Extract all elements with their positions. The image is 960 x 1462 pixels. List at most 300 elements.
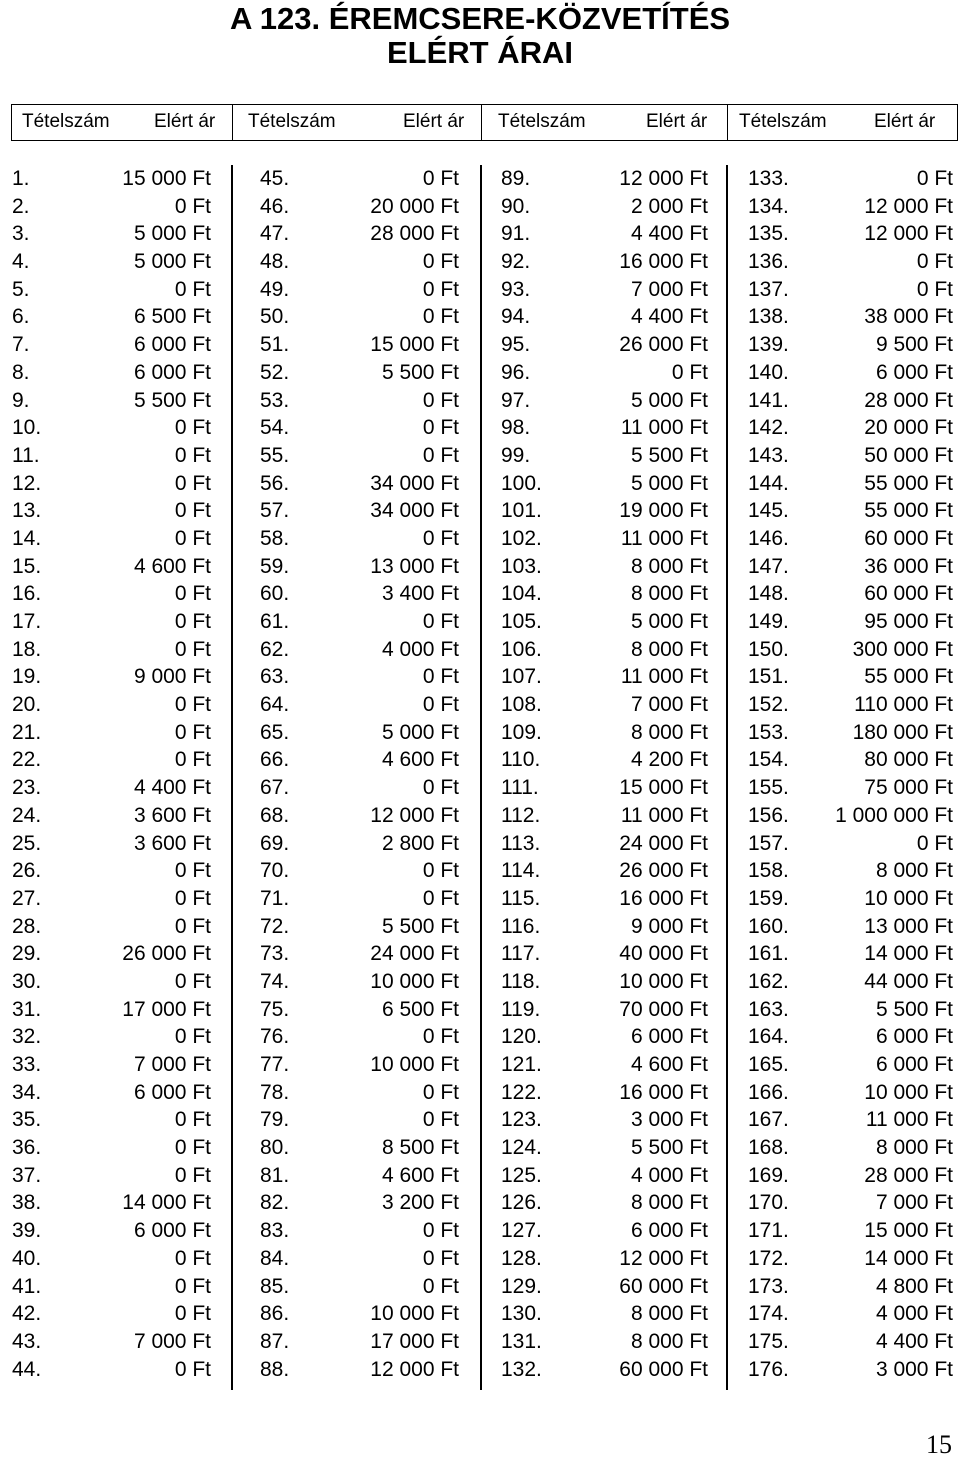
table-row <box>501 996 708 1024</box>
table-row <box>501 830 708 858</box>
achieved-price: 0 Ft <box>422 526 459 550</box>
item-number: 85. <box>260 1274 290 1298</box>
achieved-price: 70 000 Ft <box>619 997 708 1021</box>
table-row <box>501 774 708 802</box>
table-row <box>748 276 953 304</box>
header-price-label: Elért ár <box>403 111 465 132</box>
table-row <box>260 470 459 498</box>
table-row <box>260 580 459 608</box>
item-number: 20. <box>12 693 42 717</box>
table-row <box>12 968 211 996</box>
table-row <box>748 968 953 996</box>
table-row <box>501 525 708 553</box>
achieved-price: 5 500 Ft <box>630 1136 708 1160</box>
achieved-price: 0 Ft <box>422 388 459 412</box>
achieved-price: 15 000 Ft <box>122 167 211 190</box>
item-number: 106. <box>501 637 542 661</box>
achieved-price: 10 000 Ft <box>370 969 459 993</box>
table-row <box>748 913 953 941</box>
item-number: 157. <box>748 831 789 855</box>
table-row <box>260 1328 459 1356</box>
table-row <box>12 1106 211 1134</box>
table-row <box>501 885 708 913</box>
achieved-price: 5 000 Ft <box>630 471 708 495</box>
achieved-price: 0 Ft <box>174 969 211 993</box>
item-number: 86. <box>260 1302 290 1326</box>
achieved-price: 60 000 Ft <box>619 1274 708 1298</box>
header-divider <box>727 105 728 140</box>
achieved-price: 0 Ft <box>174 1108 211 1132</box>
item-number: 56. <box>260 471 290 495</box>
achieved-price: 6 000 Ft <box>875 1025 953 1049</box>
achieved-price: 24 000 Ft <box>370 942 459 966</box>
achieved-price: 12 000 Ft <box>864 194 953 218</box>
achieved-price: 0 Ft <box>174 277 211 301</box>
achieved-price: 16 000 Ft <box>619 250 708 274</box>
table-row <box>501 1356 708 1384</box>
table-row <box>748 830 953 858</box>
table-row <box>260 553 459 581</box>
achieved-price: 4 600 Ft <box>630 1053 708 1076</box>
item-number: 94. <box>501 305 531 329</box>
achieved-price: 40 000 Ft <box>619 942 708 966</box>
achieved-price: 0 Ft <box>916 167 953 190</box>
achieved-price: 6 500 Ft <box>381 997 459 1021</box>
achieved-price: 0 Ft <box>174 748 211 772</box>
table-header <box>11 104 958 141</box>
achieved-price: 17 000 Ft <box>370 1329 459 1353</box>
table-row <box>260 1273 459 1301</box>
table-row <box>12 1356 211 1384</box>
achieved-price: 0 Ft <box>422 250 459 274</box>
table-row <box>748 359 953 387</box>
item-number: 147. <box>748 554 789 578</box>
item-number: 166. <box>748 1080 789 1104</box>
item-number: 172. <box>748 1246 789 1270</box>
table-row <box>260 719 459 747</box>
achieved-price: 0 Ft <box>174 1246 211 1270</box>
table-row <box>501 857 708 885</box>
achieved-price: 6 500 Ft <box>133 305 211 329</box>
table-row <box>748 1079 953 1107</box>
item-number: 162. <box>748 969 789 993</box>
table-row <box>748 1106 953 1134</box>
achieved-price: 17 000 Ft <box>122 997 211 1021</box>
item-number: 99. <box>501 443 531 467</box>
table-row <box>12 691 211 719</box>
achieved-price: 10 000 Ft <box>619 969 708 993</box>
item-number: 133. <box>748 167 789 190</box>
table-row <box>12 276 211 304</box>
achieved-price: 0 Ft <box>174 1274 211 1298</box>
item-number: 4. <box>12 250 30 274</box>
achieved-price: 6 000 Ft <box>133 1219 211 1243</box>
table-row <box>501 1189 708 1217</box>
item-number: 64. <box>260 693 290 717</box>
table-row <box>12 885 211 913</box>
item-number: 105. <box>501 610 542 633</box>
table-row <box>748 1245 953 1273</box>
item-number: 10. <box>12 416 42 440</box>
table-row <box>12 1300 211 1328</box>
table-row <box>260 663 459 691</box>
achieved-price: 20 000 Ft <box>864 416 953 440</box>
table-row <box>748 802 953 830</box>
table-row <box>501 1079 708 1107</box>
item-number: 13. <box>12 499 42 523</box>
achieved-price: 8 000 Ft <box>875 1136 953 1160</box>
achieved-price: 11 000 Ft <box>620 526 708 550</box>
achieved-price: 0 Ft <box>174 1302 211 1326</box>
table-row <box>501 580 708 608</box>
item-number: 149. <box>748 610 789 633</box>
item-number: 148. <box>748 582 789 606</box>
table-row <box>501 608 708 636</box>
item-number: 170. <box>748 1191 789 1215</box>
item-number: 71. <box>260 886 290 910</box>
achieved-price: 0 Ft <box>174 720 211 744</box>
item-number: 104. <box>501 582 542 606</box>
item-number: 156. <box>748 803 789 827</box>
table-row <box>260 359 459 387</box>
achieved-price: 8 000 Ft <box>630 1329 708 1353</box>
item-number: 83. <box>260 1219 290 1243</box>
table-row <box>501 1217 708 1245</box>
table-row <box>501 553 708 581</box>
table-row <box>748 387 953 415</box>
achieved-price: 4 400 Ft <box>875 1329 953 1353</box>
table-row <box>260 691 459 719</box>
item-number: 117. <box>501 942 541 966</box>
item-number: 116. <box>501 914 541 938</box>
item-number: 79. <box>260 1108 290 1132</box>
table-row <box>260 1356 459 1384</box>
table-row <box>12 525 211 553</box>
item-number: 137. <box>748 277 789 301</box>
header-item-label: Tételszám <box>739 111 827 132</box>
achieved-price: 4 600 Ft <box>381 748 459 772</box>
achieved-price: 6 000 Ft <box>875 360 953 384</box>
item-number: 113. <box>501 831 541 855</box>
table-row <box>12 1273 211 1301</box>
table-row <box>260 220 459 248</box>
achieved-price: 12 000 Ft <box>370 1357 459 1381</box>
achieved-price: 8 000 Ft <box>630 1302 708 1326</box>
item-number: 124. <box>501 1136 542 1160</box>
table-row <box>12 746 211 774</box>
achieved-price: 6 000 Ft <box>133 360 211 384</box>
table-row <box>12 193 211 221</box>
table-row <box>748 663 953 691</box>
item-number: 31. <box>12 997 42 1021</box>
table-row <box>12 719 211 747</box>
column-divider <box>726 165 728 1390</box>
table-row <box>260 1300 459 1328</box>
achieved-price: 0 Ft <box>174 859 211 883</box>
achieved-price: 0 Ft <box>422 416 459 440</box>
achieved-price: 11 000 Ft <box>620 416 708 440</box>
achieved-price: 4 400 Ft <box>630 222 708 246</box>
achieved-price: 60 000 Ft <box>619 1357 708 1381</box>
achieved-price: 10 000 Ft <box>370 1302 459 1326</box>
achieved-price: 55 000 Ft <box>864 471 953 495</box>
table-row <box>748 719 953 747</box>
item-number: 53. <box>260 388 290 412</box>
item-number: 143. <box>748 443 789 467</box>
achieved-price: 0 Ft <box>422 277 459 301</box>
item-number: 40. <box>12 1246 42 1270</box>
table-row <box>501 663 708 691</box>
achieved-price: 0 Ft <box>174 471 211 495</box>
item-number: 75. <box>260 997 290 1021</box>
item-number: 161. <box>748 942 789 966</box>
achieved-price: 5 500 Ft <box>381 914 459 938</box>
table-row <box>501 746 708 774</box>
achieved-price: 0 Ft <box>916 250 953 274</box>
item-number: 51. <box>260 333 290 357</box>
item-number: 26. <box>12 859 42 883</box>
table-row <box>748 885 953 913</box>
achieved-price: 110 000 Ft <box>854 693 953 717</box>
item-number: 35. <box>12 1108 42 1132</box>
item-number: 142. <box>748 416 789 440</box>
item-number: 82. <box>260 1191 290 1215</box>
table-row <box>260 1162 459 1190</box>
item-number: 52. <box>260 360 290 384</box>
achieved-price: 0 Ft <box>174 443 211 467</box>
achieved-price: 0 Ft <box>174 416 211 440</box>
achieved-price: 0 Ft <box>174 886 211 910</box>
achieved-price: 0 Ft <box>174 693 211 717</box>
item-number: 92. <box>501 250 531 274</box>
achieved-price: 0 Ft <box>422 167 459 190</box>
achieved-price: 0 Ft <box>422 1246 459 1270</box>
table-row <box>260 857 459 885</box>
item-number: 96. <box>501 360 531 384</box>
price-column-4 <box>748 165 953 1383</box>
item-number: 122. <box>501 1080 542 1104</box>
item-number: 25. <box>12 831 42 855</box>
table-row <box>501 1023 708 1051</box>
item-number: 131. <box>501 1329 542 1353</box>
table-row <box>501 165 708 193</box>
item-number: 7. <box>12 333 30 357</box>
achieved-price: 0 Ft <box>422 305 459 329</box>
item-number: 41. <box>12 1274 42 1298</box>
item-number: 169. <box>748 1163 789 1187</box>
table-row <box>260 525 459 553</box>
item-number: 138. <box>748 305 789 329</box>
item-number: 32. <box>12 1025 42 1049</box>
achieved-price: 2 800 Ft <box>381 831 459 855</box>
table-row <box>260 940 459 968</box>
achieved-price: 8 500 Ft <box>381 1136 459 1160</box>
achieved-price: 4 400 Ft <box>133 776 211 800</box>
achieved-price: 4 000 Ft <box>630 1163 708 1187</box>
achieved-price: 26 000 Ft <box>122 942 211 966</box>
achieved-price: 0 Ft <box>422 776 459 800</box>
achieved-price: 36 000 Ft <box>864 554 953 578</box>
item-number: 37. <box>12 1163 42 1187</box>
item-number: 19. <box>12 665 42 689</box>
item-number: 129. <box>501 1274 542 1298</box>
table-row <box>12 830 211 858</box>
table-row <box>501 1300 708 1328</box>
item-number: 62. <box>260 637 290 661</box>
item-number: 100. <box>501 471 542 495</box>
table-row <box>501 387 708 415</box>
item-number: 146. <box>748 526 789 550</box>
item-number: 159. <box>748 886 789 910</box>
achieved-price: 7 000 Ft <box>133 1053 211 1076</box>
achieved-price: 0 Ft <box>422 693 459 717</box>
achieved-price: 8 000 Ft <box>630 554 708 578</box>
table-row <box>501 276 708 304</box>
table-row <box>260 913 459 941</box>
table-row <box>12 1162 211 1190</box>
item-number: 81. <box>260 1163 290 1187</box>
achieved-price: 300 000 Ft <box>852 637 953 661</box>
item-number: 39. <box>12 1219 42 1243</box>
header-price-label: Elért ár <box>154 111 216 132</box>
column-divider <box>480 165 482 1390</box>
table-row <box>748 857 953 885</box>
table-row <box>12 663 211 691</box>
achieved-price: 38 000 Ft <box>864 305 953 329</box>
table-row <box>260 331 459 359</box>
item-number: 78. <box>260 1080 290 1104</box>
item-number: 30. <box>12 969 42 993</box>
table-row <box>260 1079 459 1107</box>
item-number: 15. <box>12 554 42 578</box>
achieved-price: 3 000 Ft <box>630 1108 708 1132</box>
achieved-price: 0 Ft <box>916 831 953 855</box>
achieved-price: 0 Ft <box>422 443 459 467</box>
table-row <box>12 774 211 802</box>
table-row <box>12 359 211 387</box>
item-number: 89. <box>501 167 531 190</box>
achieved-price: 0 Ft <box>422 886 459 910</box>
table-row <box>12 857 211 885</box>
item-number: 155. <box>748 776 789 800</box>
achieved-price: 0 Ft <box>174 499 211 523</box>
table-row <box>501 497 708 525</box>
achieved-price: 5 500 Ft <box>630 443 708 467</box>
table-row <box>748 553 953 581</box>
achieved-price: 1 000 000 Ft <box>835 803 953 827</box>
table-row <box>501 442 708 470</box>
item-number: 57. <box>260 499 290 523</box>
table-row <box>12 913 211 941</box>
item-number: 152. <box>748 693 789 717</box>
table-row <box>748 608 953 636</box>
item-number: 67. <box>260 776 290 800</box>
table-row <box>501 802 708 830</box>
table-row <box>260 1106 459 1134</box>
achieved-price: 0 Ft <box>174 610 211 633</box>
page-number: 15 <box>926 1430 952 1459</box>
item-number: 28. <box>12 914 42 938</box>
achieved-price: 5 000 Ft <box>630 610 708 633</box>
table-row <box>260 608 459 636</box>
table-row <box>12 996 211 1024</box>
achieved-price: 12 000 Ft <box>370 803 459 827</box>
item-number: 144. <box>748 471 789 495</box>
item-number: 43. <box>12 1329 42 1353</box>
table-row <box>501 968 708 996</box>
achieved-price: 6 000 Ft <box>133 333 211 357</box>
achieved-price: 13 000 Ft <box>370 554 459 578</box>
table-row <box>12 802 211 830</box>
achieved-price: 5 000 Ft <box>133 222 211 246</box>
item-number: 29. <box>12 942 42 966</box>
table-row <box>748 303 953 331</box>
table-row <box>12 442 211 470</box>
item-number: 11. <box>12 443 40 467</box>
item-number: 136. <box>748 250 789 274</box>
achieved-price: 0 Ft <box>422 1108 459 1132</box>
table-row <box>260 414 459 442</box>
achieved-price: 15 000 Ft <box>619 776 708 800</box>
table-row <box>501 1328 708 1356</box>
item-number: 47. <box>260 222 290 246</box>
achieved-price: 3 400 Ft <box>381 582 459 606</box>
item-number: 18. <box>12 637 42 661</box>
table-row <box>748 1217 953 1245</box>
table-row <box>260 746 459 774</box>
item-number: 22. <box>12 748 42 772</box>
table-row <box>12 1079 211 1107</box>
achieved-price: 0 Ft <box>174 1357 211 1381</box>
item-number: 121. <box>501 1053 542 1076</box>
achieved-price: 0 Ft <box>422 1274 459 1298</box>
achieved-price: 14 000 Ft <box>122 1191 211 1215</box>
item-number: 44. <box>12 1357 42 1381</box>
table-row <box>748 1023 953 1051</box>
item-number: 154. <box>748 748 789 772</box>
table-row <box>12 1023 211 1051</box>
table-row <box>748 1356 953 1384</box>
achieved-price: 34 000 Ft <box>370 471 459 495</box>
achieved-price: 4 200 Ft <box>630 748 708 772</box>
table-row <box>501 1106 708 1134</box>
table-row <box>748 248 953 276</box>
achieved-price: 34 000 Ft <box>370 499 459 523</box>
achieved-price: 4 800 Ft <box>875 1274 953 1298</box>
achieved-price: 24 000 Ft <box>619 831 708 855</box>
table-row <box>501 691 708 719</box>
item-number: 175. <box>748 1329 789 1353</box>
item-number: 90. <box>501 194 531 218</box>
item-number: 23. <box>12 776 42 800</box>
item-number: 145. <box>748 499 789 523</box>
item-number: 98. <box>501 416 531 440</box>
achieved-price: 6 000 Ft <box>630 1025 708 1049</box>
item-number: 69. <box>260 831 290 855</box>
item-number: 103. <box>501 554 542 578</box>
table-row <box>501 636 708 664</box>
achieved-price: 7 000 Ft <box>875 1191 953 1215</box>
table-row <box>501 1245 708 1273</box>
table-row <box>12 248 211 276</box>
table-row <box>748 1300 953 1328</box>
achieved-price: 8 000 Ft <box>630 1191 708 1215</box>
achieved-price: 4 000 Ft <box>381 637 459 661</box>
item-number: 14. <box>12 526 42 550</box>
item-number: 171. <box>748 1219 789 1243</box>
item-number: 80. <box>260 1136 290 1160</box>
item-number: 38. <box>12 1191 42 1215</box>
